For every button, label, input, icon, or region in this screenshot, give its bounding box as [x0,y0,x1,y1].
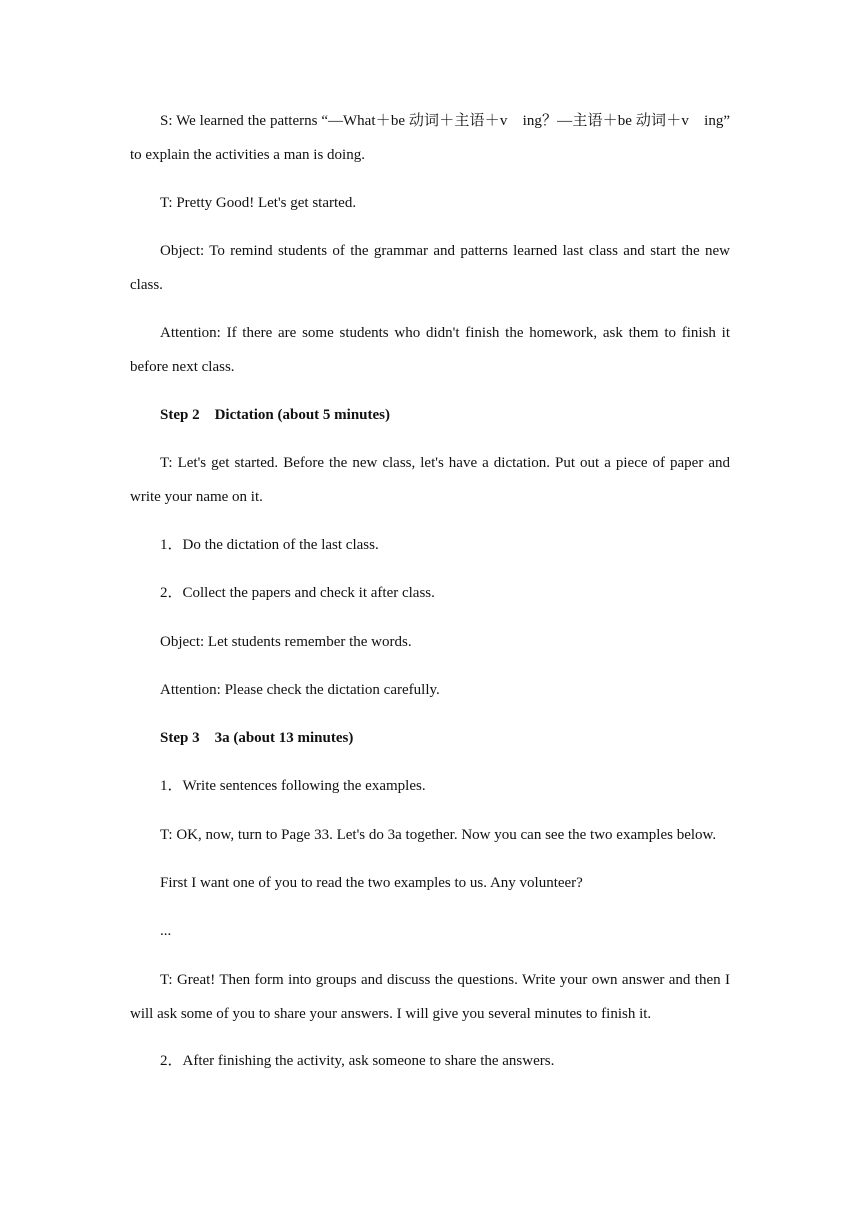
paragraph-teacher-dictation: T: Let's get started. Before the new class, let's have a dictation. Put out a piece of paper and write your name on it. [130,455,730,505]
paragraph-attention-homework: Attention: If there are some students who didn't finish the homework, ask them to finish it before next class. [130,325,730,375]
paragraph-volunteer: First I want one of you to read the two examples to us. Any volunteer? [160,875,583,891]
paragraph-ellipsis: ... [160,923,172,939]
paragraph-attention-dictation: Attention: Please check the dictation carefully. [160,682,440,698]
paragraph-teacher-groups: T: Great! Then form into groups and discuss the questions. Write your own answer and then I will ask some of you to share your answers. I will give you several minutes to finish it. [130,972,730,1022]
paragraph-object-remind: Object: To remind students of the grammar and patterns learned last class and start the new class. [130,243,730,293]
paragraph-teacher-page33: T: OK, now, turn to Page 33. Let's do 3a together. Now you can see the two examples below. [160,827,717,843]
paragraph-student-patterns: S: We learned the patterns “—What＋be 动词＋主语＋v ing？—主语＋be 动词＋v ing” to explain the activities a man is doing. [130,113,730,163]
paragraph-object-words: Object: Let students remember the words. [160,634,412,650]
list-item-3a-2: 2．After finishing the activity, ask someone to share the answers. [160,1053,555,1069]
list-item-dictation-2: 2．Collect the papers and check it after class. [160,585,435,601]
heading-step-2: Step 2 Dictation (about 5 minutes) [160,407,391,423]
list-item-3a-1: 1．Write sentences following the examples. [160,778,426,794]
paragraph-teacher-start: T: Pretty Good! Let's get started. [160,195,357,211]
heading-step-3: Step 3 3a (about 13 minutes) [160,730,354,746]
list-item-dictation-1: 1．Do the dictation of the last class. [160,537,379,553]
